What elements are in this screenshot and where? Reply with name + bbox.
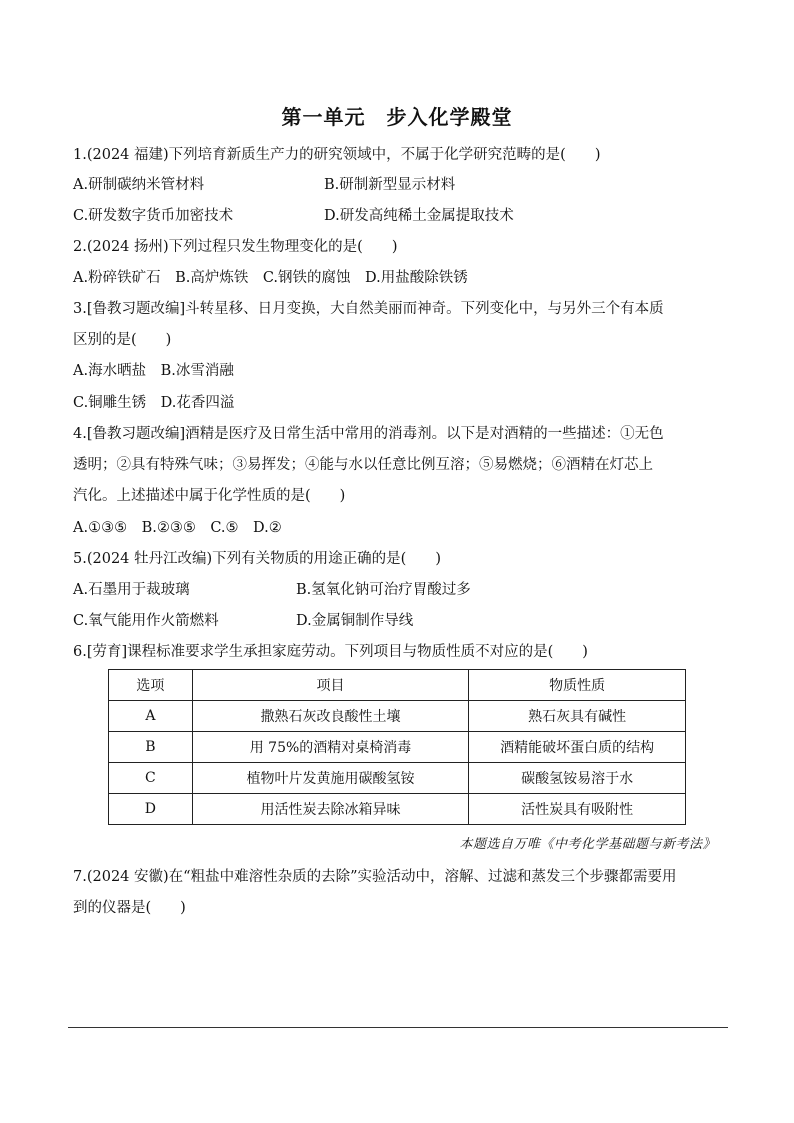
q5-option-d: D.金属铜制作导线 <box>296 613 414 629</box>
q6-source-note: 本题选自万唯《中考化学基础题与新考法》 <box>459 837 716 852</box>
table-cell: 熟石灰具有碱性 <box>469 701 686 732</box>
table-row <box>109 763 686 794</box>
q4-stem-line1: 4.[鲁教习题改编]酒精是医疗及日常生活中常用的消毒剂。以下是对酒精的一些描述：①无色 <box>73 426 664 442</box>
q3-stem-line1: 3.[鲁教习题改编]斗转星移、日月变换，大自然美丽而神奇。下列变化中，与另外三个有本质 <box>73 301 664 317</box>
table-header-row <box>109 670 686 701</box>
q1-option-a: A.研制碳纳米管材料 <box>73 177 205 193</box>
q1-option-d: D.研发高纯稀土金属提取技术 <box>324 208 514 224</box>
q1-option-b: B.研制新型显示材料 <box>324 177 456 193</box>
q5-option-a: A.石墨用于裁玻璃 <box>73 582 190 598</box>
q5-stem: 5.(2024 牡丹江改编)下列有关物质的用途正确的是( ) <box>73 551 441 567</box>
table-header-cell: 物质性质 <box>469 670 686 701</box>
table-cell: 用 75%的酒精对桌椅消毒 <box>192 732 469 763</box>
q6-stem: 6.[劳育]课程标准要求学生承担家庭劳动。下列项目与物质性质不对应的是( ) <box>73 644 588 660</box>
q1-stem: 1.(2024 福建)下列培育新质生产力的研究领域中，不属于化学研究范畴的是( ) <box>73 147 601 163</box>
q5-option-b: B.氢氧化钠可治疗胃酸过多 <box>296 582 471 598</box>
q2-options: A.粉碎铁矿石 B.高炉炼铁 C.钢铁的腐蚀 D.用盐酸除铁锈 <box>73 270 468 286</box>
table-cell: 用活性炭去除冰箱异味 <box>192 794 469 825</box>
q1-option-c: C.研发数字货币加密技术 <box>73 208 234 224</box>
q3-options-ab: A.海水晒盐 B.冰雪消融 <box>73 363 234 379</box>
table-cell: C <box>109 763 193 794</box>
table-row <box>109 701 686 732</box>
table-cell: B <box>109 732 193 763</box>
q4-stem-line2: 透明；②具有特殊气味；③易挥发；④能与水以任意比例互溶；⑤易燃烧；⑥酒精在灯芯上 <box>73 457 653 473</box>
q3-stem-line2: 区别的是( ) <box>73 332 172 348</box>
footer-divider <box>68 1027 728 1028</box>
q6-table <box>108 669 686 825</box>
table-cell: 碳酸氢铵易溶于水 <box>469 763 686 794</box>
table-cell: A <box>109 701 193 732</box>
q5-option-c: C.氧气能用作火箭燃料 <box>73 613 219 629</box>
table-cell: 酒精能破坏蛋白质的结构 <box>469 732 686 763</box>
table-header-cell: 项目 <box>192 670 469 701</box>
table-cell: D <box>109 794 193 825</box>
q2-stem: 2.(2024 扬州)下列过程只发生物理变化的是( ) <box>73 239 398 255</box>
table-row <box>109 732 686 763</box>
q7-stem-line1: 7.(2024 安徽)在“粗盐中难溶性杂质的去除”实验活动中，溶解、过滤和蒸发三个步骤都需要用 <box>73 869 677 885</box>
table-header-cell: 选项 <box>109 670 193 701</box>
table-cell: 植物叶片发黄施用碳酸氢铵 <box>192 763 469 794</box>
table-row <box>109 794 686 825</box>
unit-title: 第一单元 步入化学殿堂 <box>281 105 513 129</box>
table-cell: 活性炭具有吸附性 <box>469 794 686 825</box>
q4-stem-line3: 汽化。上述描述中属于化学性质的是( ) <box>73 488 346 504</box>
q7-stem-line2: 到的仪器是( ) <box>73 900 186 916</box>
q3-options-cd: C.铜雕生锈 D.花香四溢 <box>73 395 235 411</box>
q4-options: A.①③⑤ B.②③⑤ C.⑤ D.② <box>73 520 282 536</box>
table-cell: 撒熟石灰改良酸性土壤 <box>192 701 469 732</box>
